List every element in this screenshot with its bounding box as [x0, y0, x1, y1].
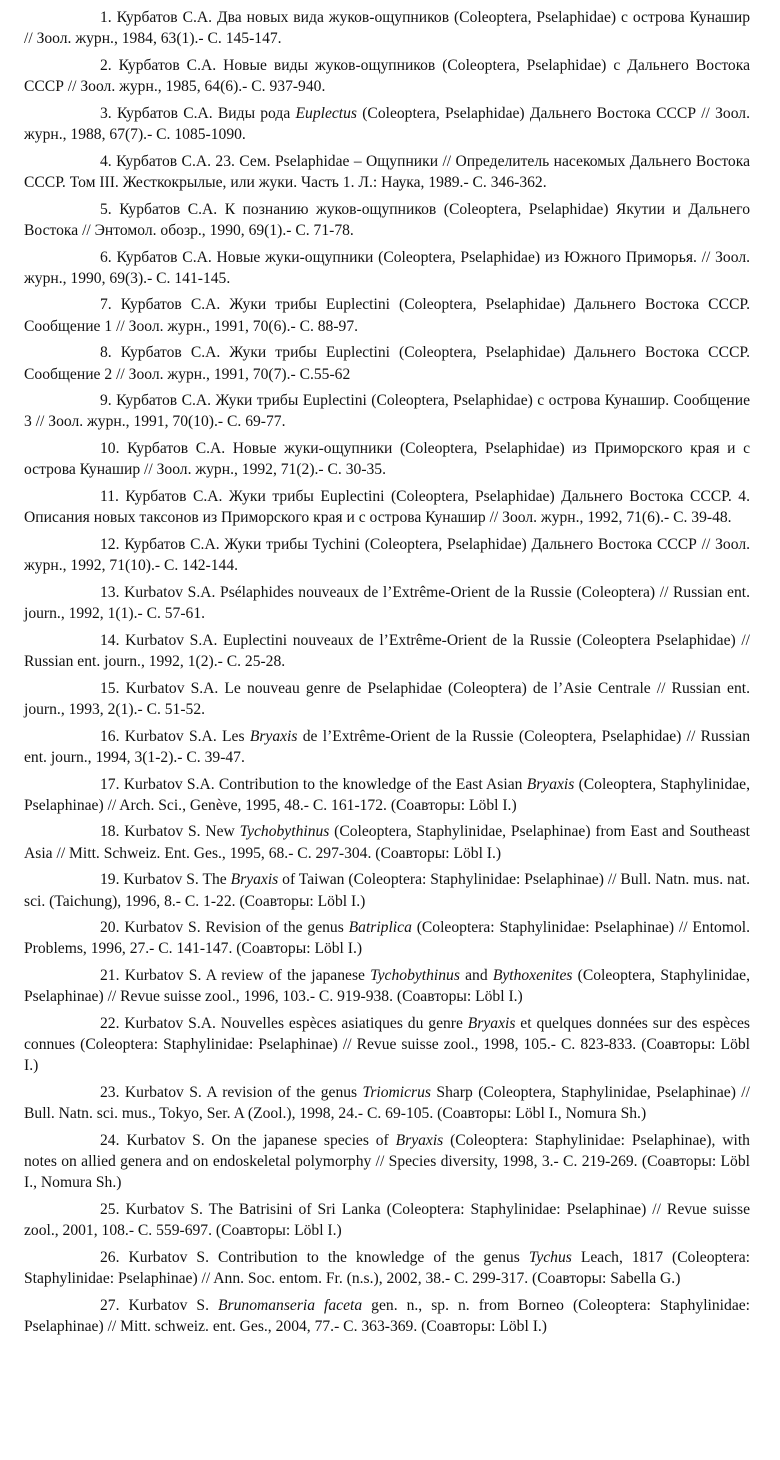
reference-text: Курбатов С.А. Жуки трибы Tychini (Coleoptera, Pselaphidae) Дальнего Востока СССР // Зоол. журн., 1992, 71(10).- С. 142-144. [24, 535, 750, 575]
reference-number: 7. [100, 296, 112, 314]
reference-number: 20. [100, 919, 120, 937]
reference-entry [24, 917, 750, 959]
reference-number: 12. [100, 535, 120, 553]
reference-text: (Coleoptera: Staphylinidae: Pselaphinae), with notes on allied genera and on endoskeletal polymorphy // Species diversity, 1998, 3.- С. 219-269. (Соавторы: Löbl I., Nomura Sh.) [24, 1132, 750, 1192]
reference-text: Leach, 1817 (Coleoptera: Staphylinidae: Pselaphinae) // Ann. Soc. entom. Fr. (n.s.), 2002, 38.- С. 299-317. (Соавторы: Sabella G.) [24, 1249, 750, 1288]
reference-entry [24, 965, 750, 1007]
reference-text: Kurbatov S.A. Le nouveau genre de Pselaphidae (Coleoptera) de l’Asie Centrale // Russian ent. journ., 1993, 2(1).- С. 51-52. [24, 679, 750, 718]
taxon-name: Tychobythinus [239, 823, 330, 841]
reference-text: Курбатов С.А. Виды рода [116, 104, 296, 122]
reference-entry [24, 390, 750, 432]
reference-number: 15. [100, 679, 120, 697]
reference-text: Курбатов С.А. К познанию жуков-ощупников (Coleoptera, Pselaphidae) Якутии и Дальнего Востока // Энтомол. обозр., 1990, 69(1).- С. 71-78. [24, 200, 750, 239]
reference-entry [24, 199, 750, 241]
reference-number: 11. [100, 488, 119, 506]
taxon-name: Bryaxis [526, 775, 575, 793]
reference-text: (Coleoptera, Staphylinidae, Pselaphinae) // Arch. Sci., Genève, 1995, 48.- С. 161-172. (Соавторы: Löbl I.) [24, 775, 750, 814]
reference-number: 8. [100, 344, 112, 362]
reference-number: 10. [100, 440, 120, 458]
reference-text: Kurbatov S.A. Les [124, 727, 250, 745]
taxon-name: Bryaxis [467, 1015, 516, 1033]
reference-text: Kurbatov S.A. Contribution to the knowledge of the East Asian [123, 775, 527, 793]
reference-text: Kurbatov S. The [123, 871, 231, 889]
reference-entry [24, 342, 750, 384]
reference-text: Курбатов С.А. Жуки трибы Euplectini (Coleoptera, Pselaphidae) Дальнего Востока СССР. Сообщение 1 // Зоол. журн., 1991, 70(6).- С. 88-97. [24, 296, 750, 335]
reference-number: 3. [100, 104, 112, 122]
reference-text: de l’Extrême-Orient de la Russie (Coleoptera, Pselaphidae) // Russian ent. journ., 1994, 3(1-2).- С. 39-47. [24, 727, 750, 766]
reference-entry [24, 103, 750, 145]
reference-number: 21. [100, 967, 120, 985]
reference-text: Курбатов С.А. Жуки трибы Euplectini (Coleoptera, Pselaphidae) с острова Кунашир. Сообщение 3 // Зоол. журн., 1991, 70(10).- С. 69-77. [24, 392, 750, 431]
reference-entry [24, 630, 750, 672]
reference-entry [24, 582, 750, 624]
reference-text: Kurbatov S.A. Nouvelles espèces asiatiques du genre [124, 1015, 468, 1033]
reference-text: Курбатов С.А. Жуки трибы Euplectini (Coleoptera, Pselaphidae) Дальнего Востока СССР. 4. Описания новых таксонов из Приморского края и с острова Кунашир // Зоол. журн., 1992, 71(6).- С. 39-48. [24, 488, 750, 527]
reference-number: 18. [100, 823, 120, 841]
reference-entry [24, 821, 750, 863]
reference-number: 6. [100, 248, 112, 266]
reference-entry [24, 1247, 750, 1289]
reference-entry [24, 1130, 750, 1194]
reference-number: 14. [100, 631, 120, 649]
taxon-name: Brunomanseria faceta [218, 1296, 363, 1314]
reference-number: 16. [100, 727, 120, 745]
reference-entry [24, 678, 750, 720]
reference-text: Курбатов С.А. Новые жуки-ощупники (Coleoptera, Pselaphidae) из Южного Приморья. // Зоол. журн., 1990, 69(3).- С. 141-145. [24, 248, 750, 287]
reference-list [24, 7, 750, 1337]
reference-text: Kurbatov S. The Batrisini of Sri Lanka (Coleoptera: Staphylinidae: Pselaphinae) // Revue suisse zool., 2001, 108.- С. 559-697. (Соавторы: Löbl I.) [24, 1201, 750, 1240]
reference-text: Курбатов С.А. Жуки трибы Euplectini (Coleoptera, Pselaphidae) Дальнего Востока СССР. Сообщение 2 // Зоол. журн., 1991, 70(7).- С.55-62 [24, 344, 750, 383]
reference-number: 22. [100, 1015, 120, 1033]
reference-entry [24, 1295, 750, 1337]
taxon-name: Tychobythinus [370, 967, 460, 985]
reference-entry [24, 438, 750, 480]
reference-text: Kurbatov S. On the japanese species of [126, 1132, 396, 1150]
reference-text: gen. n., sp. n. from Borneo (Coleoptera: Staphylinidae: Pselaphinae) // Mitt. schweiz. ent. Ges., 2004, 77.- С. 363-369. (Соавторы: Löbl I.) [24, 1296, 750, 1336]
reference-entry [24, 774, 750, 816]
reference-text: (Coleoptera: Staphylinidae: Pselaphinae) // Entomol. Problems, 1996, 27.- С. 141-147. (Соавторы: Löbl I.) [24, 919, 750, 958]
reference-text: et quelques données sur des espèces connues (Coleoptera: Staphylinidae: Pselaphinae) // Revue suisse zool., 1998, 105.- С. 823-833. (Соавторы: Löbl I.) [24, 1015, 750, 1075]
taxon-name: Euplectus [295, 104, 357, 122]
taxon-name: Bryaxis [249, 727, 298, 745]
reference-text: Kurbatov S. A review of the japanese [124, 967, 371, 985]
reference-text: (Coleoptera, Pselaphidae) Дальнего Востока СССР // Зоол. журн., 1988, 67(7).- С. 1085-1090. [24, 104, 750, 144]
reference-entry [24, 1013, 750, 1077]
reference-entry [24, 534, 750, 576]
reference-entry [24, 55, 750, 97]
reference-text: (Coleoptera, Staphylinidae, Pselaphinae) from East and Southeast Asia // Mitt. Schweiz. Ent. Ges., 1995, 68.- С. 297-304. (Соавторы: Löbl I.) [24, 823, 750, 862]
reference-entry [24, 151, 750, 193]
reference-text: Sharp (Coleoptera, Staphylinidae, Pselaphinae) // Bull. Natn. sci. mus., Tokyo, Ser. A (Zool.), 1998, 24.- С. 69-105. (Соавторы: Löbl I., Nomura Sh.) [24, 1084, 750, 1123]
reference-text: Курбатов С.А. Новые жуки-ощупники (Coleoptera, Pselaphidae) из Приморского края и с острова Кунашир // Зоол. журн., 1992, 71(2).- С. 30-35. [24, 440, 750, 479]
reference-number: 17. [100, 775, 120, 793]
reference-entry [24, 1082, 750, 1124]
reference-text: Kurbatov S. A revision of the genus [124, 1084, 363, 1102]
reference-number: 1. [100, 9, 112, 26]
reference-number: 19. [100, 871, 120, 889]
reference-text: Kurbatov S. [128, 1296, 219, 1314]
reference-text: Курбатов С.А. Новые виды жуков-ощупников (Coleoptera, Pselaphidae) с Дальнего Востока СССР // Зоол. журн., 1985, 64(6).- С. 937-940. [24, 56, 750, 96]
reference-number: 27. [100, 1296, 120, 1314]
reference-text: Kurbatov S. New [124, 823, 240, 841]
taxon-name: Bythoxenites [492, 967, 573, 985]
reference-number: 25. [100, 1201, 120, 1219]
reference-text: and [459, 967, 493, 985]
reference-text: Kurbatov S.A. Psélaphides nouveaux de l’Extrême-Orient de la Russie (Coleoptera) // Russian ent. journ., 1992, 1(1).- С. 57-61. [24, 583, 750, 623]
reference-number: 23. [100, 1084, 120, 1102]
reference-number: 9. [100, 392, 112, 410]
reference-text: of Taiwan (Coleoptera: Staphylinidae: Pselaphinae) // Bull. Natn. mus. nat. sci. (Taichung), 1996, 8.- С. 1-22. (Соавторы: Löbl I.) [24, 871, 750, 910]
reference-text: (Coleoptera, Staphylinidae, Pselaphinae) // Revue suisse zool., 1996, 103.- С. 919-938. (Соавторы: Löbl I.) [24, 967, 751, 1006]
reference-number: 26. [100, 1249, 120, 1267]
reference-entry [24, 726, 750, 768]
taxon-name: Batriplica [348, 919, 412, 937]
taxon-name: Triomicrus [362, 1084, 431, 1102]
reference-number: 24. [100, 1132, 120, 1150]
reference-number: 5. [100, 200, 112, 218]
taxon-name: Tychus [528, 1249, 572, 1267]
taxon-name: Bryaxis [230, 871, 279, 889]
reference-text: Kurbatov S. Revision of the genus [124, 919, 349, 937]
reference-text: Курбатов С.А. 23. Сем. Pselaphidae – Ощупники // Определитель насекомых Дальнего Востока СССР. Том III. Жесткокрылые, или жуки. Часть 1. Л.: Наука, 1989.- С. 346-362. [24, 152, 750, 191]
reference-entry [24, 486, 750, 528]
reference-entry [24, 869, 750, 911]
reference-number: 2. [100, 56, 112, 74]
reference-entry [24, 294, 750, 336]
reference-text: Kurbatov S.A. Euplectini nouveaux de l’Extrême-Orient de la Russie (Coleoptera Pselaphidae) // Russian ent. journ., 1992, 1(2).- С. 25-28. [24, 631, 750, 670]
reference-text: Курбатов С.А. Два новых вида жуков-ощупников (Coleoptera, Pselaphidae) с острова Кунашир // Зоол. журн., 1984, 63(1).- С. 145-147. [24, 9, 750, 48]
reference-entry [24, 7, 750, 49]
reference-entry [24, 247, 750, 289]
taxon-name: Bryaxis [395, 1132, 444, 1150]
reference-entry [24, 1199, 750, 1241]
reference-text: Kurbatov S. Contribution to the knowledge of the genus [128, 1249, 529, 1267]
reference-number: 13. [100, 583, 120, 601]
reference-number: 4. [100, 152, 112, 170]
